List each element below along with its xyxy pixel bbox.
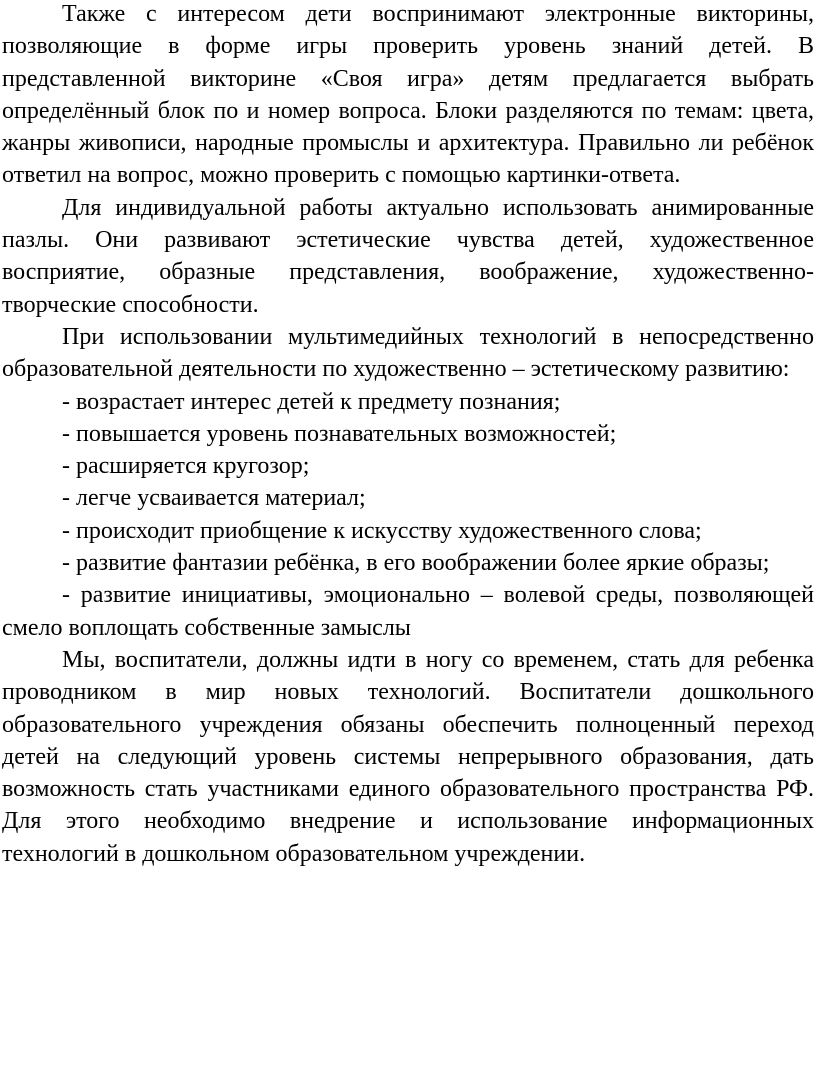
list-item: - происходит приобщение к искусству художественного слова; [62, 517, 702, 544]
list-item: - развитие инициативы, эмоционально – волевой среды, позволяющей смело воплощать собственные замыслы [2, 582, 814, 641]
list-item: - легче усваивается материал; [62, 485, 366, 512]
paragraph-multimedia-intro: При использовании мультимедийных технологий в непосредственно образовательной деятельности по художественно – эстетическому развитию: [2, 323, 814, 383]
list-item: - возрастает интерес детей к предмету познания; [62, 388, 561, 415]
paragraph-closing: Мы, воспитатели, должны идти в ногу со временем, стать для ребенка проводником в мир новых технологий. Воспитатели дошкольного образовательного учреждения обязаны обеспечить полноценный переход детей на следующий уровень системы непрерывного образования, дать возможность стать участниками единого образовательного пространства РФ. Для этого необходимо внедрение и использование информационных технологий в дошкольном образовательном учреждении. [2, 646, 814, 867]
paragraph-puzzles: Для индивидуальной работы актуально использовать анимированные пазлы. Они развивают эстетические чувства детей, художественное восприятие, образные представления, воображение, художественно-творческие способности. [2, 194, 814, 318]
list-item: - повышается уровень познавательных возможностей; [62, 420, 617, 447]
paragraph-quiz: Также с интересом дети воспринимают электронные викторины, позволяющие в форме игры проверить уровень знаний детей. В представленной викторине «Своя игра» детям предлагается выбрать определённый блок по и номер вопроса. Блоки разделяются по темам: цвета, жанры живописи, народные промыслы и архитектура. Правильно ли ребёнок ответил на вопрос, можно проверить с помощью картинки-ответа. [2, 1, 814, 189]
list-item: - развитие фантазии ребёнка, в его воображении более яркие образы; [62, 550, 770, 577]
benefits-list [2, 386, 814, 644]
list-item: - расширяется кругозор; [62, 453, 310, 480]
